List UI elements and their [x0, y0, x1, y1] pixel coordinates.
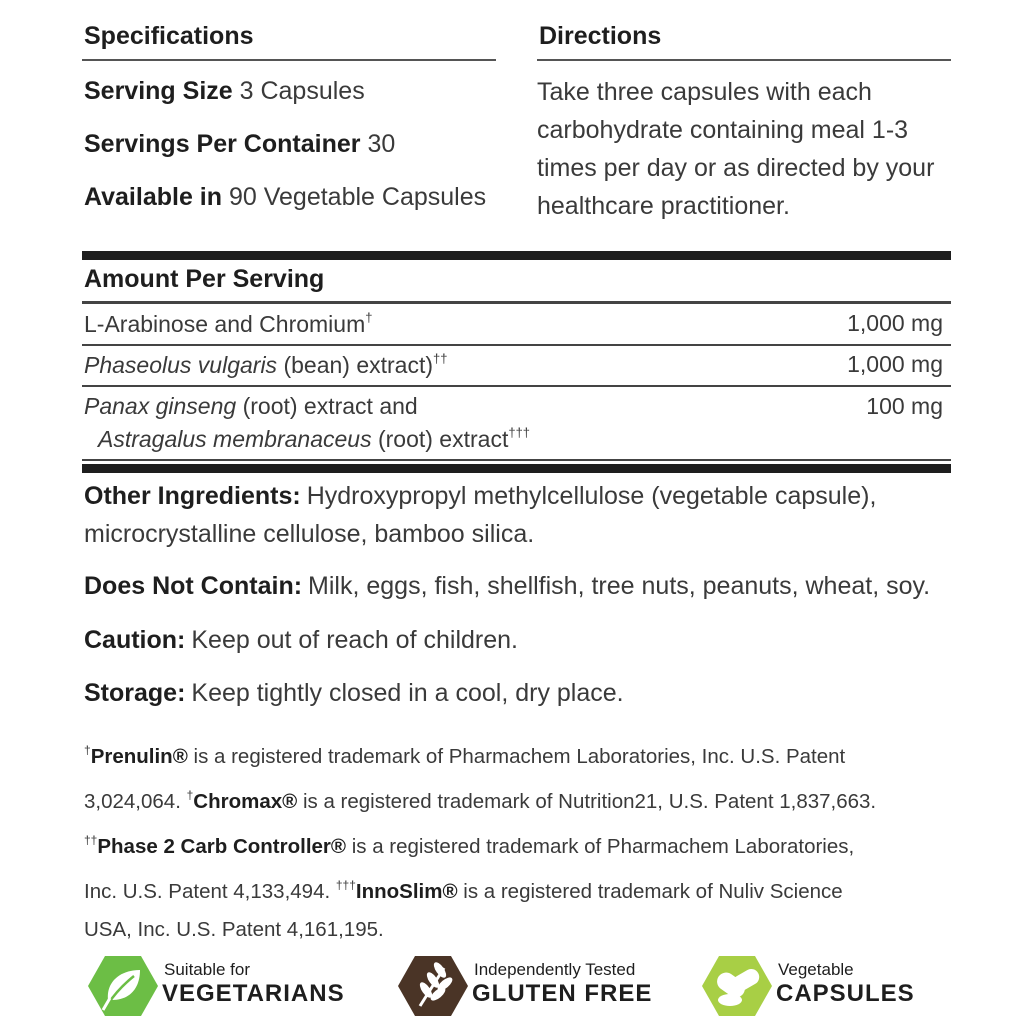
- directions-rule: [537, 59, 951, 61]
- badge-big-text: CAPSULES: [776, 980, 915, 1007]
- does-not-contain: [84, 567, 964, 605]
- other-ingredients-text: Hydroxypropyl methylcellulose (vegetable capsule), microcrystalline cellulose, bamboo silica.: [84, 482, 877, 548]
- available-in: [84, 183, 486, 212]
- footnote-brand: Chromax®: [193, 790, 298, 813]
- trademark-footnotes: [84, 731, 884, 949]
- badge-big-text: GLUTEN FREE: [472, 980, 653, 1007]
- table-header-rule: [82, 301, 951, 304]
- table-row-rule: [82, 344, 951, 346]
- servings-per-container: [84, 130, 395, 159]
- leaf-icon: [88, 954, 158, 1018]
- caution-text: Keep out of reach of children.: [191, 626, 518, 654]
- ingredient-amount: 1,000 mg: [847, 310, 943, 336]
- ingredient-name: [84, 351, 447, 379]
- other-ingredients-label: Other Ingredients:: [84, 482, 301, 510]
- ingredient-latin-name: Astragalus membranaceus: [98, 426, 372, 452]
- footnote-text: is a registered trademark of Pharmachem Laboratories, Inc. U.S. Patent 4,133,494.: [84, 835, 855, 903]
- footnote-brand: Prenulin®: [90, 745, 188, 768]
- table-row-rule: [82, 459, 951, 461]
- ingredient-label: (root) extract and: [242, 393, 418, 419]
- capsule-icon: [702, 954, 772, 1018]
- footnote-brand: InnoSlim®: [355, 880, 458, 903]
- footnote-mark: ††: [84, 833, 98, 847]
- storage: [84, 674, 964, 712]
- badge-small-text: Independently Tested: [474, 960, 636, 979]
- serving-size-value: 3 Capsules: [239, 77, 365, 105]
- footnote-brand: Phase 2 Carb Controller®: [97, 835, 347, 858]
- ingredient-name: [84, 393, 418, 420]
- specifications-heading: Specifications: [84, 22, 254, 50]
- ingredient-amount: 100 mg: [866, 393, 943, 419]
- footnote-text: is a registered trademark of Nuliv Science USA, Inc. U.S. Patent 4,161,195.: [84, 880, 843, 941]
- badge-small-text: Suitable for: [164, 960, 250, 979]
- ingredient-name-continued: [98, 425, 530, 453]
- footnote-mark: †††: [508, 425, 531, 440]
- footnote-mark: ††: [433, 351, 448, 366]
- footnote: [187, 790, 877, 813]
- directions-text: Take three capsules with each carbohydrate containing meal 1-3 times per day or as directed by your healthcare practitioner.: [537, 78, 935, 220]
- footnote-mark: †††: [335, 878, 356, 892]
- footnote-mark: †: [186, 788, 194, 802]
- serving-size-label: Serving Size: [84, 77, 233, 105]
- ingredient-label: L-Arabinose and Chromium: [84, 311, 366, 337]
- footnote-text: is a registered trademark of Pharmachem Laboratories, Inc. U.S. Patent 3,024,064.: [84, 745, 846, 813]
- storage-label: Storage:: [84, 679, 186, 707]
- table-bottom-rule: [82, 464, 951, 473]
- specifications-rule: [82, 59, 496, 61]
- ingredient-latin-name: Phaseolus vulgaris: [84, 352, 278, 378]
- badge-big-text: VEGETARIANS: [162, 980, 345, 1007]
- footnote-mark: †: [84, 743, 91, 757]
- ingredient-amount: 1,000 mg: [847, 351, 943, 377]
- storage-text: Keep tightly closed in a cool, dry place.: [191, 679, 624, 707]
- ingredient-label: (root) extract: [377, 426, 509, 452]
- does-not-contain-text: Milk, eggs, fish, shellfish, tree nuts, peanuts, wheat, soy.: [308, 572, 931, 600]
- table-row-rule: [82, 385, 951, 387]
- servings-label: Servings Per Container: [84, 130, 361, 158]
- wheat-icon: [398, 954, 468, 1018]
- ingredient-label: (bean) extract): [283, 352, 434, 378]
- badge-gluten-free: [398, 954, 678, 1018]
- directions-heading: Directions: [539, 22, 662, 50]
- badge-vegetarians: [88, 954, 378, 1018]
- badge-capsules: [702, 954, 942, 1018]
- badge-small-text: Vegetable: [778, 960, 854, 979]
- available-value: 90 Vegetable Capsules: [228, 183, 487, 211]
- footnote-mark: †: [365, 310, 373, 325]
- other-ingredients: [84, 477, 944, 553]
- amount-per-serving-heading: Amount Per Serving: [84, 265, 325, 293]
- ingredient-name: [84, 310, 372, 338]
- does-not-contain-label: Does Not Contain:: [84, 572, 303, 600]
- servings-value: 30: [367, 130, 396, 158]
- footnote-text: is a registered trademark of Nutrition21, U.S. Patent 1,837,663.: [297, 790, 877, 813]
- serving-size: [84, 77, 365, 106]
- caution-label: Caution:: [84, 626, 186, 654]
- ingredient-latin-name: Panax ginseng: [84, 393, 237, 419]
- caution: [84, 621, 964, 659]
- table-top-rule: [82, 251, 951, 260]
- available-label: Available in: [84, 183, 223, 211]
